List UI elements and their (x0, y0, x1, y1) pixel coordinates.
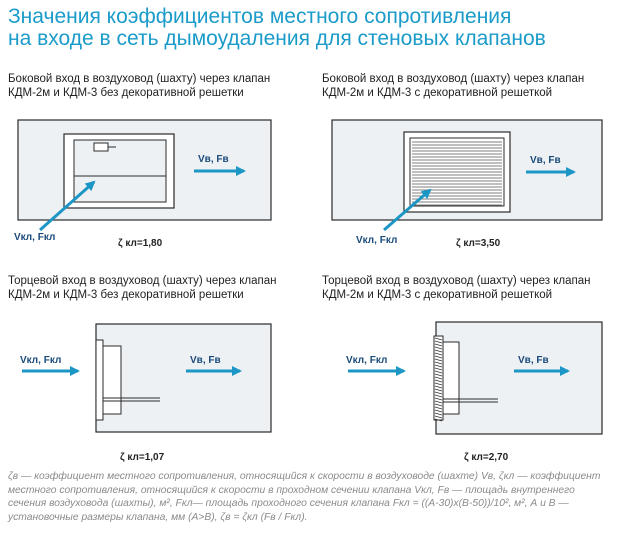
zeta-value: ζ кл=1,07 (120, 452, 165, 463)
panel-side-no-grille (8, 72, 308, 262)
diagram-side-grille (322, 72, 622, 262)
caption-line-1: Торцевой вход в воздуховод (шахту) через клапан (322, 275, 591, 287)
caption-line-2: КДМ-2м и КДМ-3 без декоративной решетки (8, 289, 244, 301)
page-title (8, 6, 628, 50)
caption-line-1: Торцевой вход в воздуховод (шахту) через клапан (8, 275, 277, 287)
panel-end-no-grille (8, 274, 308, 464)
valve-body (103, 346, 121, 414)
valve-blade (74, 140, 166, 202)
footnote-line-4: установочные размеры клапана, мм (A>B), ζв = ζкл (Fв / Fкл). (8, 511, 308, 523)
label-out: Vв, Fв (198, 154, 229, 165)
footnote-line-1: ζв — коэффициент местного сопротивления, относящийся к скорости в воздуховоде (шахте) Vв, ζкл — коэффициент (8, 471, 601, 482)
zeta-value: ζ кл=2,70 (464, 452, 509, 463)
zeta-value: ζ кл=1,80 (118, 238, 163, 249)
diagram-side-no-grille (8, 72, 308, 262)
label-out: Vв, Fв (518, 355, 549, 366)
valve-body (443, 342, 459, 414)
footnote-line-3: сечения воздуховода (шахты), м², Fкл— площадь проходного сечения клапана Fкл = ((A-30)x(B-50))/10², м², А и В — (8, 498, 569, 510)
diagram-end-no-grille (8, 274, 308, 464)
label-out: Vв, Fв (530, 155, 561, 166)
label-in: Vкл, Fкл (20, 355, 62, 366)
footnote (8, 470, 628, 524)
panel-side-grille (322, 72, 622, 262)
label-in: Vкл, Fкл (356, 235, 398, 246)
label-out: Vв, Fв (190, 355, 221, 366)
duct-body (436, 322, 602, 434)
valve-flange (96, 340, 103, 420)
title-line-2: на входе в сеть дымоудаления для стеновых клапанов (8, 27, 546, 50)
caption-line-2: КДМ-2м и КДМ-3 с декоративной решеткой (322, 289, 553, 301)
panel-end-grille (322, 274, 622, 464)
footnote-line-2: местного сопротивления, относящийся к скорости в проходном сечении клапана Vкл, Fв — площадь внутреннего (8, 484, 575, 496)
title-line-1: Значения коэффициентов местного сопротивления (8, 5, 512, 28)
caption-line-1: Боковой вход в воздуховод (шахту) через клапан (8, 73, 271, 85)
label-in: Vкл, Fкл (346, 355, 388, 366)
duct-body (96, 324, 271, 432)
valve-actuator (94, 143, 108, 151)
caption-line-1: Боковой вход в воздуховод (шахту) через клапан (322, 73, 585, 85)
caption-line-2: КДМ-2м и КДМ-3 без декоративной решетки (8, 87, 244, 99)
zeta-value: ζ кл=3,50 (456, 238, 501, 249)
caption-line-2: КДМ-2м и КДМ-3 с декоративной решеткой (322, 87, 553, 99)
diagram-end-grille (322, 274, 622, 464)
label-in: Vкл, Fкл (14, 232, 56, 243)
